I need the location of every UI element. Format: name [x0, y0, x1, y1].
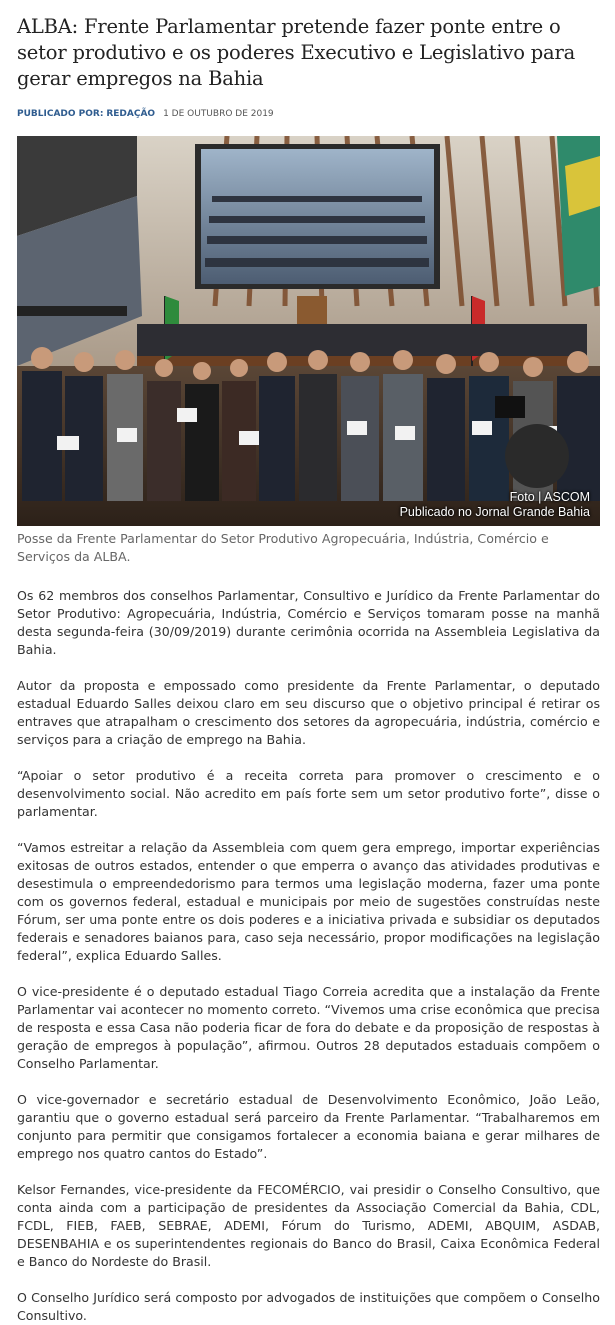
article-photo [17, 136, 600, 526]
article [17, 0, 600, 1325]
publish-date: 1 DE OUTUBRO DE 2019 [163, 109, 274, 119]
paragraph: Autor da proposta e empossado como presidente da Frente Parlamentar, o deputado estadual Eduardo Salles deixou claro em seu discurso que o objetivo principal é retirar os entraves que atrapalham o crescimento dos setores da agropecuária, indústria, comércio e serviços para a criação de emprego na Bahia. [17, 678, 600, 747]
photo-illustration [17, 136, 600, 526]
photo-credit-line-1: Foto | ASCOM [509, 490, 590, 504]
paragraph: O vice-governador e secretário estadual de Desenvolvimento Econômico, João Leão, garantiu que o governo estadual será parceiro da Frente Parlamentar. “Trabalharemos em conjunto para permitir que consigamos fortalecer a economia baiana e gerar milhares de emprego nos quatro cantos do Estado”. [17, 1092, 600, 1161]
photo-credit [400, 490, 590, 520]
article-body [17, 587, 600, 1325]
author-prefix: PUBLICADO POR: [17, 109, 104, 119]
paragraph: Kelsor Fernandes, vice-presidente da FECOMÉRCIO, vai presidir o Conselho Consultivo, que conta ainda com a participação de presidentes da Associação Comercial da Bahia, CDL, FCDL, FIEB, FAEB, SEBRAE, ADEMI, Fórum do Turismo, ADEMI, ABQUIM, ASDAB, DESENBAHIA e os superintendentes regionais do Banco do Brasil, Caixa Econômica Federal e Banco do Nordeste do Brasil. [17, 1182, 600, 1269]
paragraph: O Conselho Jurídico será composto por advogados de instituições que compõem o Conselho Consultivo. [17, 1290, 600, 1323]
author-link[interactable]: REDAÇÃO [106, 109, 156, 119]
paragraph: O vice-presidente é o deputado estadual Tiago Correia acredita que a instalação da Frente Parlamentar vai acontecer no momento correto. “Vivemos uma crise econômica que precisa de resposta e essa Casa não poderia ficar de fora do debate e da proposição de respostas à geração de empregos à população”, afirmou. Outros 28 deputados estaduais compõem o Conselho Parlamentar. [17, 984, 601, 1071]
photo-caption: Posse da Frente Parlamentar do Setor Produtivo Agropecuária, Indústria, Comércio e Serviços da ALBA. [17, 531, 549, 564]
byline [17, 108, 155, 120]
photo-credit-line-2: Publicado no Jornal Grande Bahia [399, 505, 590, 519]
paragraph: “Vamos estreitar a relação da Assembleia com quem gera emprego, importar experiências exitosas de outros estados, entender o que emperra o avanço das atividades produtivas e desestimula o empreendedorismo para termos uma legislação moderna, fazer uma ponte com os governos federal, estadual e municipais por meio de sugestões construídas neste Fórum, ser uma ponte entre os dois poderes e a iniciativa privada e subsidiar os deputados federais e senadores baianos para, caso seja necessário, propor modificações na legislação federal”, explica Eduardo Salles. [17, 840, 600, 963]
article-title: ALBA: Frente Parlamentar pretende fazer ponte entre o setor produtivo e os poderes Executivo e Legislativo para gerar empregos na Bahia [17, 15, 576, 90]
paragraph: “Apoiar o setor produtivo é a receita correta para promover o crescimento e o desenvolvimento social. Não acredito em país forte sem um setor produtivo forte”, disse o parlamentar. [17, 768, 600, 819]
article-meta [17, 108, 600, 120]
paragraph: Os 62 membros dos conselhos Parlamentar, Consultivo e Jurídico da Frente Parlamentar do Setor Produtivo: Agropecuária, Indústria, Comércio e Serviços tomaram posse na manhã desta segunda-feira (30/09/2019) durante cerimônia ocorrida na Assembleia Legislativa da Bahia. [17, 588, 600, 657]
